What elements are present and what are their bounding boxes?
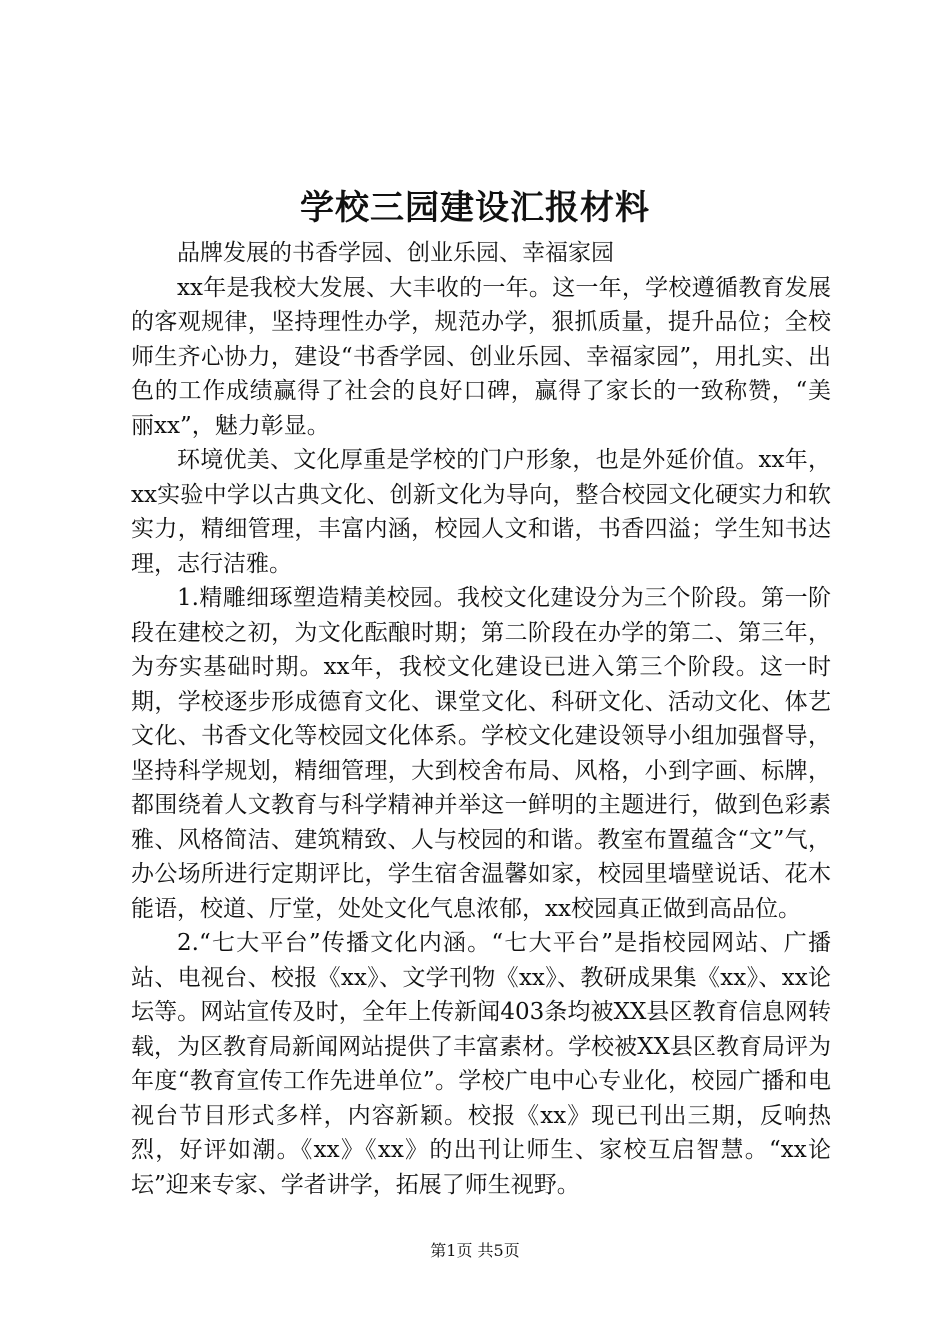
section-2-paragraph: 2.“七大平台”传播文化内涵。“七大平台”是指校园网站、广播站、电视台、校报《xx》、文学刊物《xx》、教研成果集《xx》、xx论坛等。网站宣传及时，全年上传新闻403条均被XX县区教育信息网转载，为区教育局新闻网站提供了丰富素材。学校被XX县区教育局评为年度“教育宣传工作先进单位”。学校广电中心专业化，校园广播和电视台节目形式多样，内容新颖。校报《xx》现已刊出三期，反响热烈，好评如潮。《xx》《xx》的出刊让师生、家校互启智慧。“xx论坛”迎来专家、学者讲学，拓展了师生视野。	[131, 930, 831, 1198]
subtitle-paragraph: 品牌发展的书香学园、创业乐园、幸福家园	[177, 240, 614, 266]
section-1-paragraph: 1.精雕细琢塑造精美校园。我校文化建设分为三个阶段。第一阶段在建校之初，为文化酝酿时期；第二阶段在办学的第二、第三年，为夯实基础时期。xx年，我校文化建设已进入第三个阶段。这一时期，学校逐步形成德育文化、课堂文化、科研文化、活动文化、体艺文化、书香文化等校园文化体系。学校文化建设领导小组加强督导，坚持科学规划，精细管理，大到校舍布局、风格，小到字画、标牌，都围绕着人文教育与科学精神并举这一鲜明的主题进行，做到色彩素雅、风格简洁、建筑精致、人与校园的和谐。教室布置蕴含“文”气，办公场所进行定期评比，学生宿舍温馨如家，校园里墙壁说话、花木能语，校道、厅堂，处处文化气息浓郁，xx校园真正做到高品位。	[131, 585, 831, 922]
document-title: 学校三园建设汇报材料	[300, 188, 650, 228]
page-number-footer: 第1页 共5页	[430, 1241, 520, 1260]
intro-paragraph: xx年是我校大发展、大丰收的一年。这一年，学校遵循教育发展的客观规律，坚持理性办学，规范办学，狠抓质量，提升品位；全校师生齐心协力，建设“书香学园、创业乐园、幸福家园”，用扎实、出色的工作成绩赢得了社会的良好口碑，赢得了家长的一致称赞，“美丽xx”，魅力彰显。	[131, 274, 831, 439]
document-body	[131, 236, 831, 1202]
environment-paragraph: 环境优美、文化厚重是学校的门户形象，也是外延价值。xx年，xx实验中学以古典文化、创新文化为导向，整合校园文化硬实力和软实力，精细管理，丰富内涵，校园人文和谐，书香四溢；学生知书达理，志行洁雅。	[131, 447, 831, 577]
